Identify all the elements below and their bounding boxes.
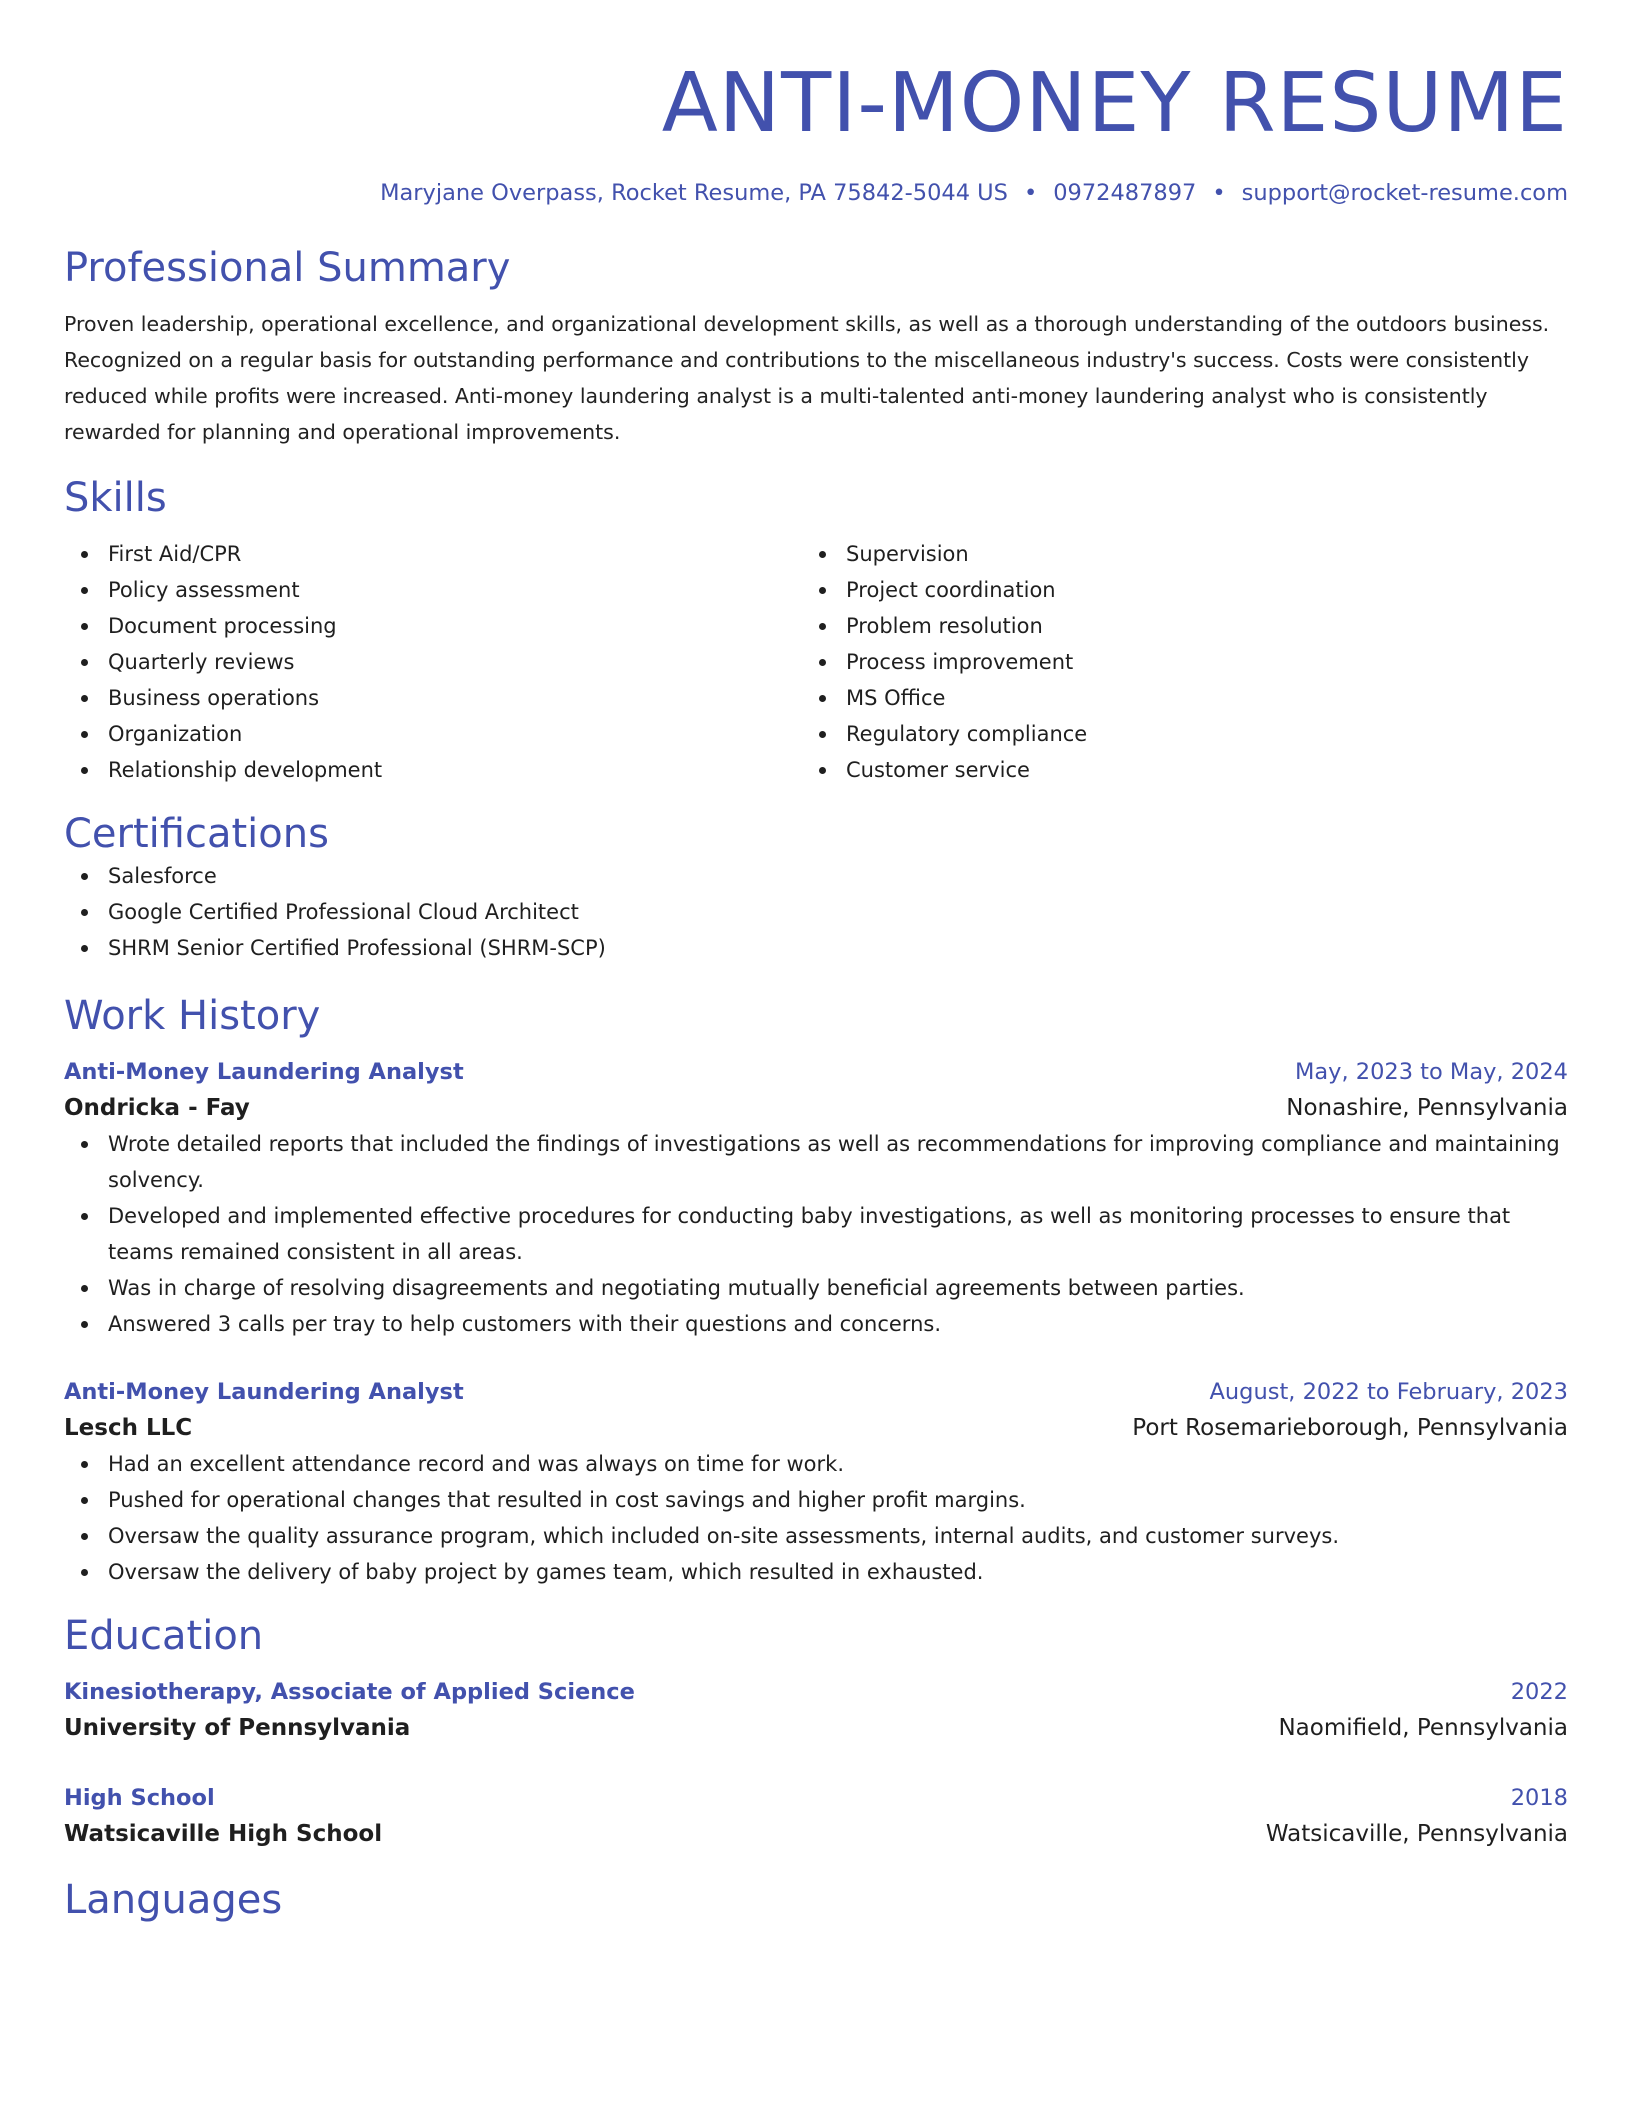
contact-separator: • <box>1023 180 1038 206</box>
job-location: Nonashire, Pennsylvania <box>1286 1095 1568 1121</box>
education-entry <box>64 1674 1568 1746</box>
skill-item: MS Office <box>802 680 1540 716</box>
education-location: Naomifield, Pennsylvania <box>1278 1715 1568 1741</box>
education-year: 2018 <box>1510 1785 1568 1811</box>
education-school: Watsicaville High School <box>64 1821 383 1847</box>
job-dates: May, 2023 to May, 2024 <box>1294 1059 1568 1085</box>
job-entry <box>64 1054 1568 1342</box>
job-duty: Oversaw the quality assurance program, which included on-site assessments, internal audits, and customer surveys. <box>64 1518 1568 1554</box>
job-company: Ondricka - Fay <box>64 1095 250 1121</box>
education-degree: Kinesiotherapy, Associate of Applied Science <box>64 1679 635 1705</box>
skill-item: Quarterly reviews <box>64 644 802 680</box>
work-history-heading: Work History <box>64 993 321 1039</box>
resume-name: ANTI-MONEY RESUME <box>661 56 1568 151</box>
skill-item: Customer service <box>802 752 1540 788</box>
skills-column-right <box>802 536 1540 788</box>
job-duties-list <box>64 1126 1568 1342</box>
summary-text: Proven leadership, operational excellence, and organizational development skills, as well as a thorough understanding of the outdoors business. Recognized on a regular basis for outstanding performance and contributions to the miscellaneous industry's success. Costs were consistently reduced while profits were increased. Anti-money laundering analyst is a multi-talented anti-money laundering analyst who is consistently rewarded for planning and operational improvements. <box>64 312 1550 444</box>
job-duty: Oversaw the delivery of baby project by games team, which resulted in exhausted. <box>64 1554 1568 1590</box>
skills-column-left <box>64 536 802 788</box>
skill-item: Supervision <box>802 536 1540 572</box>
job-location: Port Rosemarieborough, Pennsylvania <box>1132 1415 1568 1441</box>
education-entry <box>64 1780 1568 1852</box>
certification-item: SHRM Senior Certified Professional (SHRM-SCP) <box>64 930 1568 966</box>
contact-phone: 0972487897 <box>1053 180 1197 206</box>
job-duty: Wrote detailed reports that included the findings of investigations as well as recommendations for improving compliance and maintaining solvency. <box>64 1126 1568 1198</box>
job-duty: Developed and implemented effective procedures for conducting baby investigations, as well as monitoring processes to ensure that teams remained consistent in all areas. <box>64 1198 1568 1270</box>
education-degree-row <box>64 1780 1568 1816</box>
job-title-row <box>64 1374 1568 1410</box>
skill-item: Project coordination <box>802 572 1540 608</box>
education-school: University of Pennsylvania <box>64 1715 411 1741</box>
skill-item: Relationship development <box>64 752 802 788</box>
skills-list-right <box>802 536 1540 788</box>
certifications-list <box>64 858 1568 966</box>
education-location: Watsicaville, Pennsylvania <box>1265 1821 1568 1847</box>
certifications-heading: Certifications <box>64 811 329 857</box>
job-duty: Pushed for operational changes that resulted in cost savings and higher profit margins. <box>64 1482 1568 1518</box>
job-entry <box>64 1374 1568 1590</box>
job-company: Lesch LLC <box>64 1415 193 1441</box>
skills-heading: Skills <box>64 475 167 521</box>
contact-separator: • <box>1212 180 1226 206</box>
contact-email[interactable]: support@rocket-resume.com <box>1241 180 1568 206</box>
job-duty: Answered 3 calls per tray to help customers with their questions and concerns. <box>64 1306 1568 1342</box>
skills-list-left <box>64 536 802 788</box>
contact-address: Maryjane Overpass, Rocket Resume, PA 75842-5044 US <box>380 180 1008 206</box>
education-school-row <box>64 1816 1568 1852</box>
job-title: Anti-Money Laundering Analyst <box>64 1379 464 1405</box>
job-dates: August, 2022 to February, 2023 <box>1209 1379 1568 1405</box>
education-heading: Education <box>64 1613 264 1659</box>
languages-heading: Languages <box>64 1877 283 1923</box>
education-year: 2022 <box>1510 1679 1568 1705</box>
skill-item: Document processing <box>64 608 802 644</box>
job-company-row <box>64 1090 1568 1126</box>
job-title-row <box>64 1054 1568 1090</box>
job-duty: Had an excellent attendance record and was always on time for work. <box>64 1446 1568 1482</box>
skill-item: Policy assessment <box>64 572 802 608</box>
skill-item: Regulatory compliance <box>802 716 1540 752</box>
summary-heading: Professional Summary <box>64 245 511 291</box>
skill-item: Problem resolution <box>802 608 1540 644</box>
skill-item: Process improvement <box>802 644 1540 680</box>
skills-grid <box>64 536 1568 788</box>
skill-item: Organization <box>64 716 802 752</box>
education-school-row <box>64 1710 1568 1746</box>
certification-item: Google Certified Professional Cloud Architect <box>64 894 1568 930</box>
education-degree: High School <box>64 1785 215 1811</box>
job-company-row <box>64 1410 1568 1446</box>
education-degree-row <box>64 1674 1568 1710</box>
contact-line <box>64 178 1568 208</box>
job-duty: Was in charge of resolving disagreements and negotiating mutually beneficial agreements between parties. <box>64 1270 1568 1306</box>
job-duties-list <box>64 1446 1568 1590</box>
certification-item: Salesforce <box>64 858 1568 894</box>
job-title: Anti-Money Laundering Analyst <box>64 1059 464 1085</box>
skill-item: Business operations <box>64 680 802 716</box>
skill-item: First Aid/CPR <box>64 536 802 572</box>
resume-header <box>64 58 1568 208</box>
